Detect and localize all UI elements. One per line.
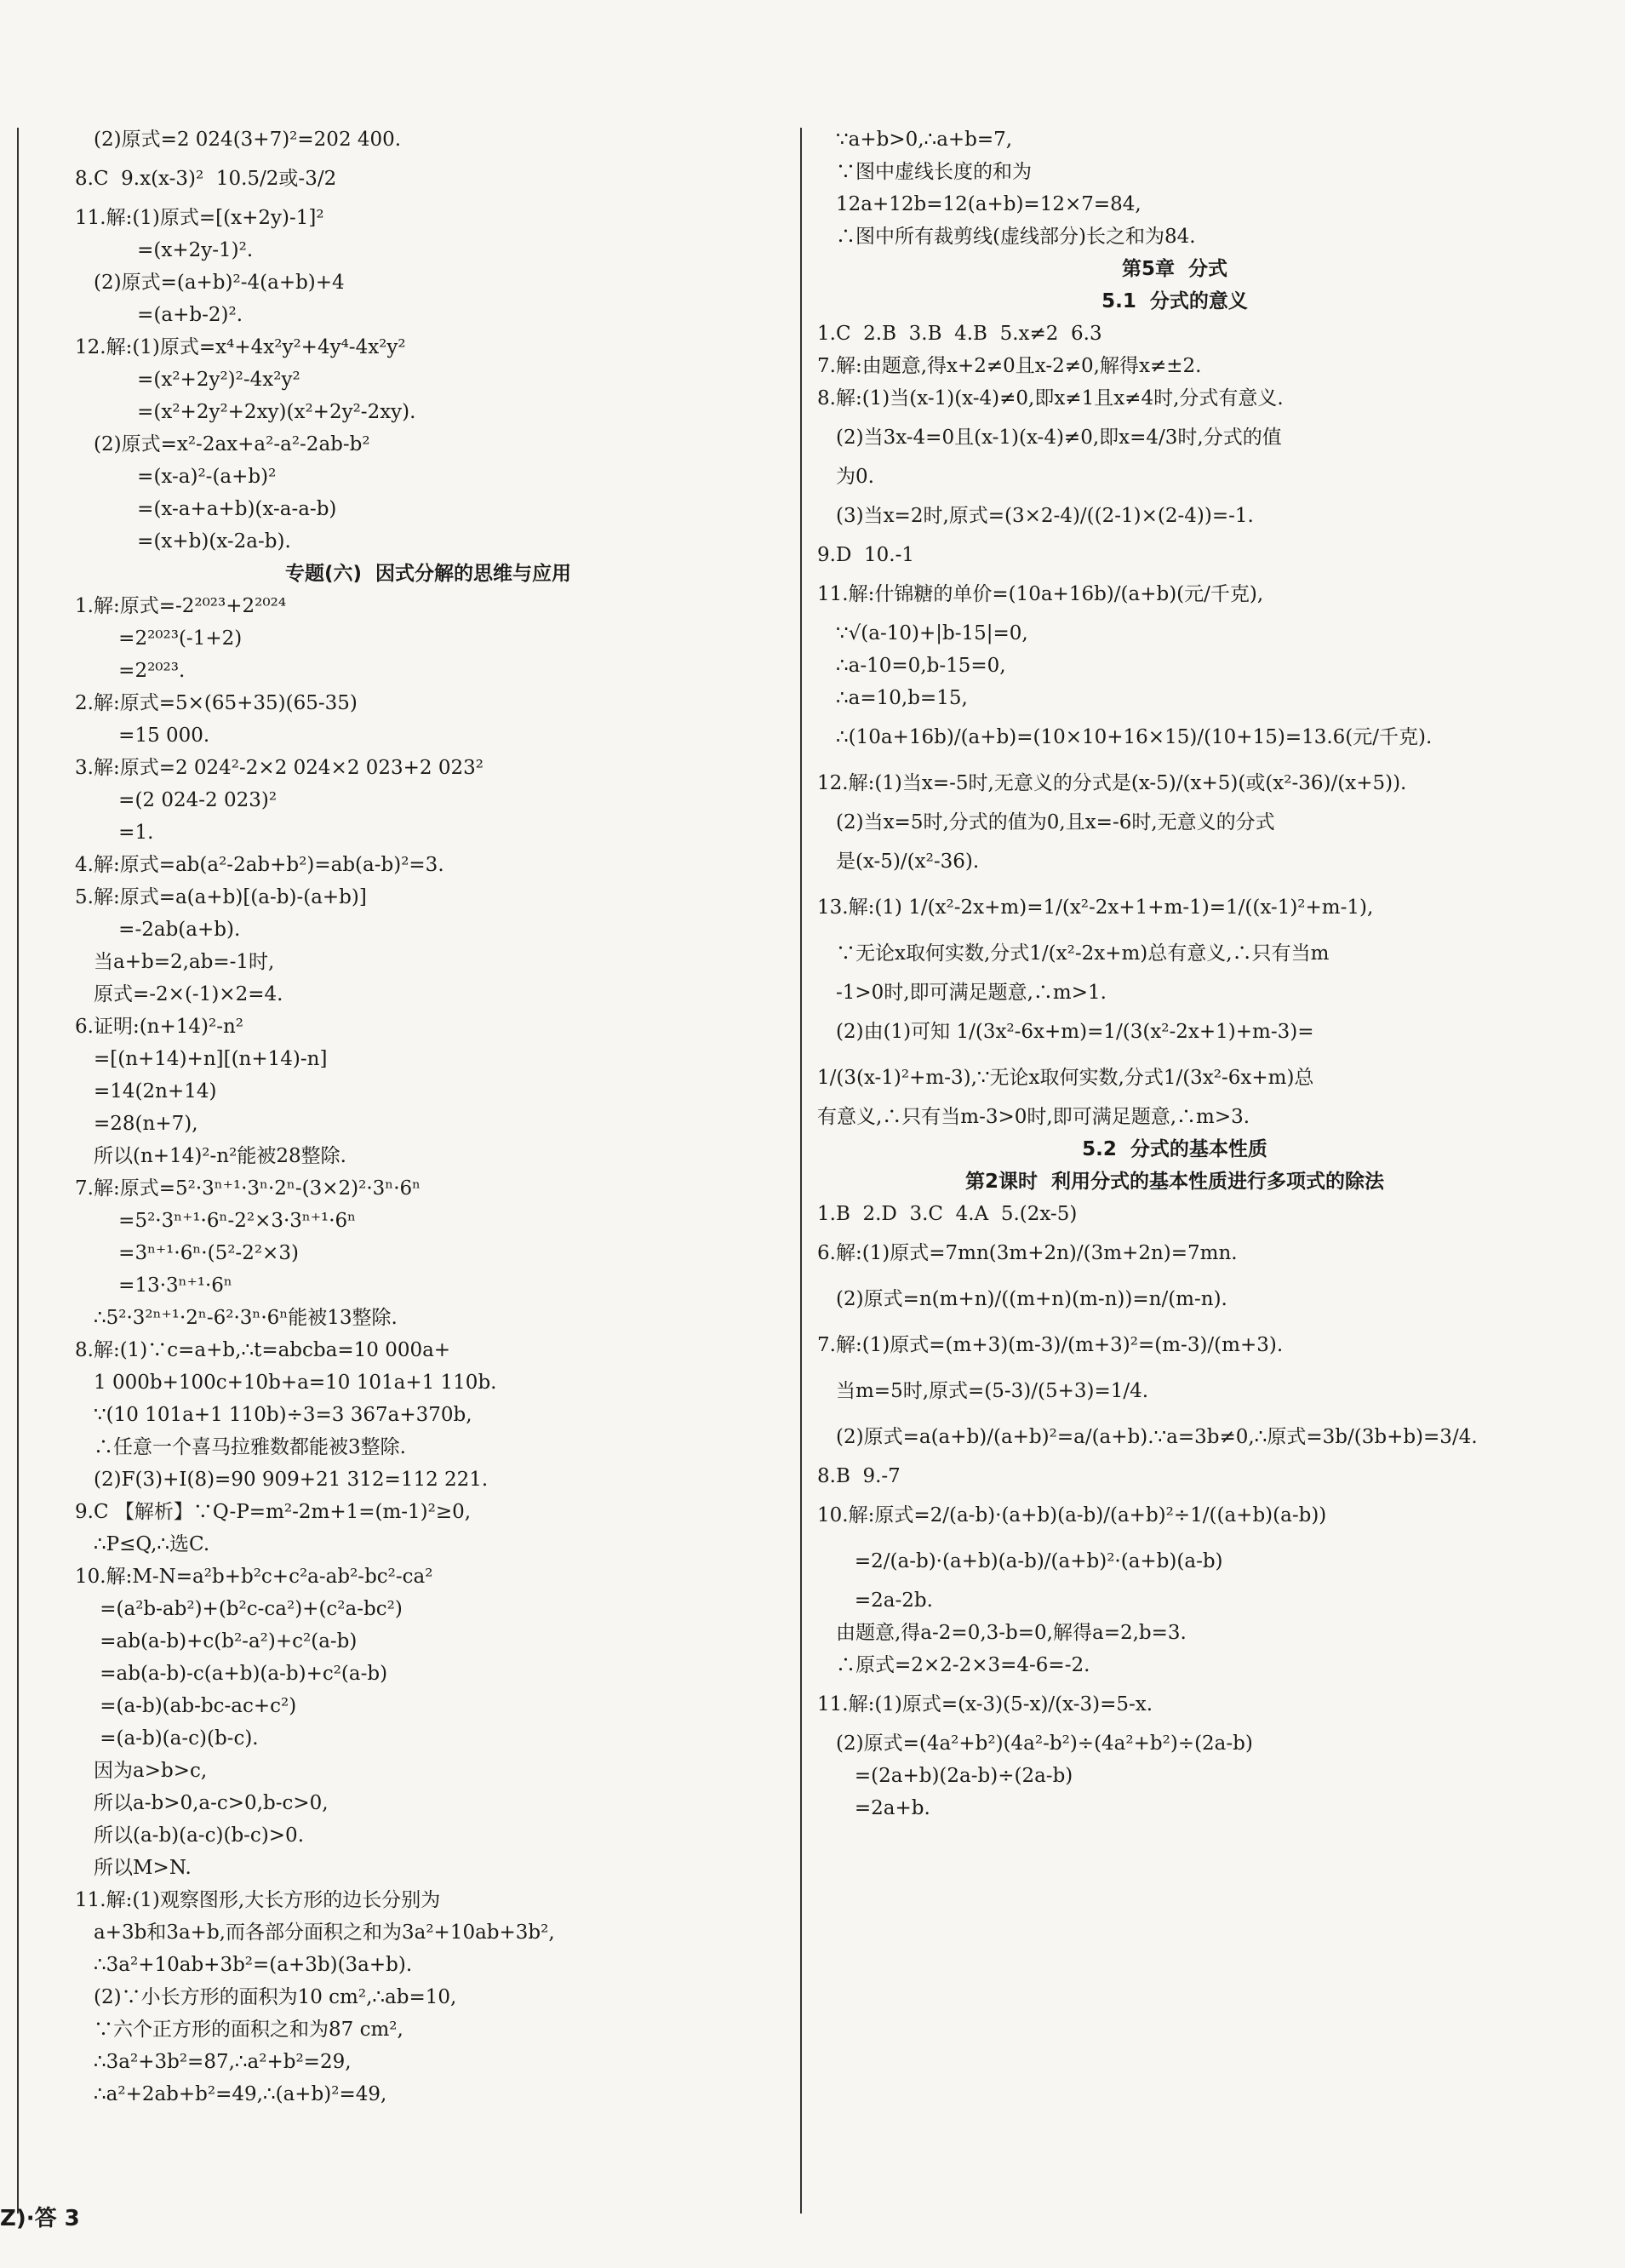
text-line: (2)原式=(4a²+b²)(4a²-b²)÷(4a²+b²)÷(2a-b) (836, 1732, 1253, 1755)
text-line: ∴P≤Q,∴选C. (94, 1533, 210, 1555)
chapter-heading: 第5章 分式 (1121, 258, 1228, 280)
text-line: =(x+b)(x-2a-b). (94, 530, 291, 553)
text-line: =3ⁿ⁺¹·6ⁿ·(5²-2²×3) (75, 1242, 299, 1264)
section-heading: 5.1 分式的意义 (1101, 290, 1248, 312)
text-line: =(a-b)(ab-bc-ac+c²) (75, 1695, 297, 1717)
text-line: =2a+b. (817, 1797, 930, 1819)
text-line: a+3b和3a+b,而各部分面积之和为3a²+10ab+3b², (94, 1922, 555, 1944)
text-line: =-2ab(a+b). (75, 919, 241, 941)
text-line: 因为a>b>c, (94, 1760, 208, 1782)
text-line: 13.解:(1) 1/(x²-2x+m)=1/(x²-2x+1+m-1)=1/((x-1)²+m-1), (817, 896, 1374, 919)
text-line: 2.解:原式=5×(65+35)(65-35) (75, 692, 358, 714)
text-line: ∵a+b>0,∴a+b=7, (836, 129, 1013, 151)
text-line: 5.解:原式=a(a+b)[(a-b)-(a+b)] (75, 886, 367, 908)
text-line: =(x²+2y²)²-4x²y² (75, 369, 300, 391)
text-line: 1 000b+100c+10b+a=10 101a+1 110b. (94, 1372, 497, 1394)
text-line: =2²⁰²³. (75, 660, 186, 682)
text-line: =(x²+2y²+2xy)(x²+2y²-2xy). (75, 401, 416, 423)
text-line: 7.解:由题意,得x+2≠0且x-2≠0,解得x≠±2. (817, 355, 1202, 377)
column-divider (800, 128, 802, 2214)
text-line: 8.解:(1)∵c=a+b,∴t=abcba=10 000a+ (75, 1339, 451, 1361)
text-line: 原式=-2×(-1)×2=4. (94, 983, 283, 1005)
text-line: =(x-a+a+b)(x-a-a-b) (94, 498, 337, 520)
left-column (75, 128, 781, 2115)
text-line: =(a+b-2)². (94, 304, 243, 326)
text-line: 所以(a-b)(a-c)(b-c)>0. (94, 1824, 305, 1847)
text-line: 7.解:(1)原式=(m+3)(m-3)/(m+3)²=(m-3)/(m+3). (817, 1334, 1284, 1356)
text-line: 9.D 10.-1 (817, 544, 914, 566)
text-line: 1.B 2.D 3.C 4.A 5.(2x-5) (817, 1203, 1078, 1225)
text-line: =ab(a-b)-c(a+b)(a-b)+c²(a-b) (75, 1663, 388, 1685)
page-footer: Z)·答 3 (0, 2206, 80, 2231)
text-line: 11.解:(1)原式=[(x+2y)-1]² (75, 207, 324, 229)
text-line: ∴a=10,b=15, (836, 687, 968, 709)
text-line: =13·3ⁿ⁺¹·6ⁿ (75, 1274, 232, 1297)
text-line: (3)当x=2时,原式=(3×2-4)/((2-1)×(2-4))=-1. (836, 505, 1254, 527)
text-line: 所以(n+14)²-n²能被28整除. (94, 1145, 346, 1167)
text-line: 7.解:原式=5²·3ⁿ⁺¹·3ⁿ·2ⁿ-(3×2)²·3ⁿ·6ⁿ (75, 1177, 421, 1200)
text-line: 所以M>N. (94, 1857, 192, 1879)
text-line: =(a-b)(a-c)(b-c). (75, 1727, 259, 1750)
text-line: 12.解:(1)当x=-5时,无意义的分式是(x-5)/(x+5)(或(x²-36)/(x+5)). (817, 772, 1407, 794)
text-line: 8.解:(1)当(x-1)(x-4)≠0,即x≠1且x≠4时,分式有意义. (817, 387, 1284, 410)
text-line: 为0. (836, 466, 874, 488)
text-line: ∴5²·3²ⁿ⁺¹·2ⁿ-6²·3ⁿ·6ⁿ能被13整除. (94, 1307, 398, 1329)
text-line: 9.C 【解析】∵Q-P=m²-2m+1=(m-1)²≥0, (75, 1501, 472, 1523)
text-line: ∴a²+2ab+b²=49,∴(a+b)²=49, (94, 2083, 387, 2105)
text-line: ∴原式=2×2-2×3=4-6=-2. (836, 1654, 1090, 1676)
text-line: ∵(10 101a+1 110b)÷3=3 367a+370b, (94, 1404, 472, 1426)
lesson-heading: 第2课时 利用分式的基本性质进行多项式的除法 (964, 1171, 1385, 1193)
text-line: 12a+12b=12(a+b)=12×7=84, (836, 193, 1142, 215)
text-line: 1/(3(x-1)²+m-3),∵无论x取何实数,分式1/(3x²-6x+m)总 (817, 1067, 1314, 1089)
text-line: 1.C 2.B 3.B 4.B 5.x≠2 6.3 (817, 323, 1102, 345)
text-line: =2a-2b. (817, 1589, 933, 1612)
text-line: 6.证明:(n+14)²-n² (75, 1016, 244, 1038)
text-line: ∴3a²+3b²=87,∴a²+b²=29, (94, 2051, 352, 2073)
text-line: =5²·3ⁿ⁺¹·6ⁿ-2²×3·3ⁿ⁺¹·6ⁿ (75, 1210, 357, 1232)
text-line: 所以a-b>0,a-c>0,b-c>0, (94, 1792, 329, 1814)
text-line: (2)F(3)+I(8)=90 909+21 312=112 221. (94, 1469, 489, 1491)
text-line: (2)由(1)可知 1/(3x²-6x+m)=1/(3(x²-2x+1)+m-3)= (836, 1021, 1314, 1043)
text-line: =14(2n+14) (94, 1080, 217, 1102)
text-line: 有意义,∴只有当m-3>0时,即可满足题意,∴m>3. (817, 1106, 1250, 1128)
text-line: =(a²b-ab²)+(b²c-ca²)+(c²a-bc²) (75, 1598, 403, 1620)
text-line: ∴图中所有裁剪线(虚线部分)长之和为84. (836, 226, 1196, 248)
right-column (817, 128, 1532, 1829)
text-line: =2²⁰²³(-1+2) (75, 627, 243, 650)
text-line: ∵√(a-10)+|b-15|=0, (836, 622, 1028, 644)
text-line: (2)原式=x²-2ax+a²-a²-2ab-b² (94, 433, 370, 455)
text-line: 8.B 9.-7 (817, 1465, 901, 1487)
text-line: =(x+2y-1)². (75, 239, 254, 261)
text-line: =(x-a)²-(a+b)² (94, 466, 277, 488)
text-line: ∴a-10=0,b-15=0, (836, 655, 1006, 677)
text-line: 3.解:原式=2 024²-2×2 024×2 023+2 023² (75, 757, 484, 779)
text-line: ∴(10a+16b)/(a+b)=(10×10+16×15)/(10+15)=13.6(元/千克). (836, 726, 1433, 748)
text-line: 6.解:(1)原式=7mn(3m+2n)/(3m+2n)=7mn. (817, 1242, 1238, 1264)
text-line: =ab(a-b)+c(b²-a²)+c²(a-b) (75, 1630, 358, 1652)
text-line: =(2a+b)(2a-b)÷(2a-b) (817, 1765, 1073, 1787)
section-heading: 5.2 分式的基本性质 (1082, 1138, 1267, 1160)
text-line: ∵图中虚线长度的和为 (836, 161, 1032, 183)
text-line: (2)原式=n(m+n)/((m+n)(m-n))=n/(m-n). (836, 1288, 1227, 1310)
text-line: 11.解:(1)原式=(x-3)(5-x)/(x-3)=5-x. (817, 1693, 1153, 1715)
left-margin-rule (17, 128, 19, 2214)
text-line: 是(x-5)/(x²-36). (836, 850, 980, 873)
text-line: 由题意,得a-2=0,3-b=0,解得a=2,b=3. (836, 1622, 1187, 1644)
text-line: 当a+b=2,ab=-1时, (94, 951, 275, 973)
text-line: ∵无论x取何实数,分式1/(x²-2x+m)总有意义,∴只有当m (836, 942, 1330, 965)
text-line: 11.解:(1)观察图形,大长方形的边长分别为 (75, 1889, 441, 1911)
text-line: 8.C 9.x(x-3)² 10.5/2或-3/2 (75, 168, 337, 190)
text-line: 10.解:原式=2/(a-b)·(a+b)(a-b)/(a+b)²÷1/((a+b)(a-b)) (817, 1504, 1327, 1526)
text-line: (2)原式=2 024(3+7)²=202 400. (94, 129, 402, 151)
text-line: =(2 024-2 023)² (75, 789, 278, 811)
text-line: (2)当x=5时,分式的值为0,且x=-6时,无意义的分式 (836, 811, 1275, 833)
text-line: 4.解:原式=ab(a²-2ab+b²)=ab(a-b)²=3. (75, 854, 444, 876)
text-line: (2)∵小长方形的面积为10 cm²,∴ab=10, (94, 1986, 457, 2008)
text-line: ∴3a²+10ab+3b²=(a+3b)(3a+b). (94, 1954, 413, 1976)
text-line: (2)当3x-4=0且(x-1)(x-4)≠0,即x=4/3时,分式的值 (836, 427, 1282, 449)
text-line: ∵六个正方形的面积之和为87 cm², (94, 2019, 403, 2041)
text-line: ∴任意一个喜马拉雅数都能被3整除. (94, 1436, 406, 1458)
text-line: =28(n+7), (94, 1113, 198, 1135)
text-line: =2/(a-b)·(a+b)(a-b)/(a+b)²·(a+b)(a-b) (817, 1550, 1223, 1572)
text-line: (2)原式=(a+b)²-4(a+b)+4 (94, 272, 345, 294)
text-line: 当m=5时,原式=(5-3)/(5+3)=1/4. (836, 1380, 1149, 1402)
text-line: =1. (75, 822, 154, 844)
text-line: -1>0时,即可满足题意,∴m>1. (836, 982, 1107, 1004)
text-line: 11.解:什锦糖的单价=(10a+16b)/(a+b)(元/千克), (817, 583, 1264, 605)
text-line: 10.解:M-N=a²b+b²c+c²a-ab²-bc²-ca² (75, 1566, 433, 1588)
text-line: 1.解:原式=-2²⁰²³+2²⁰²⁴ (75, 595, 287, 617)
section-heading: 专题(六) 因式分解的思维与应用 (284, 563, 572, 585)
text-line: 12.解:(1)原式=x⁴+4x²y²+4y⁴-4x²y² (75, 336, 406, 358)
text-line: =[(n+14)+n][(n+14)-n] (94, 1048, 328, 1070)
text-line: =15 000. (75, 724, 210, 747)
text-line: (2)原式=a(a+b)/(a+b)²=a/(a+b).∵a=3b≠0,∴原式=3b/(3b+b)=3/4. (836, 1426, 1478, 1448)
